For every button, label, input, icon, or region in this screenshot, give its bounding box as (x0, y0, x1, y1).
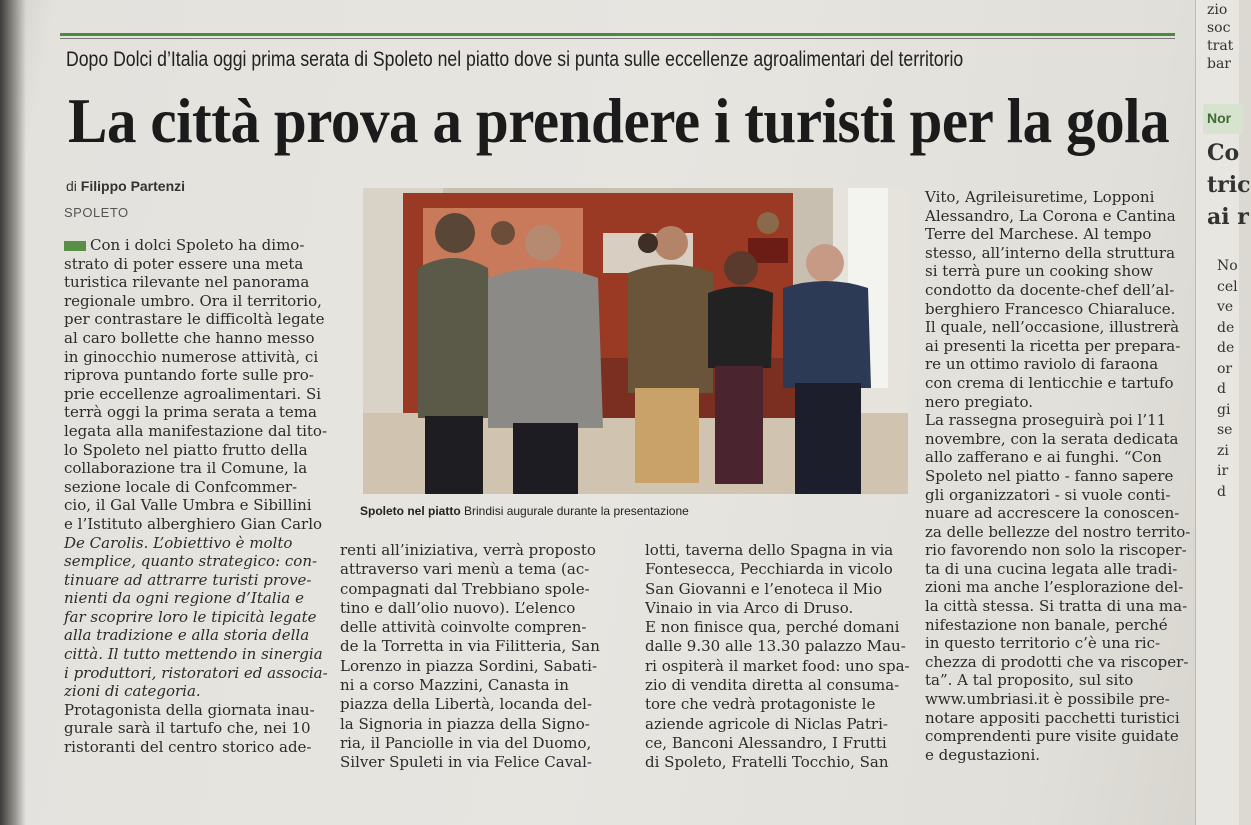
text-line: Terre del Marchese. Al tempo (925, 225, 1152, 244)
dateline-location: SPOLETO (64, 205, 129, 220)
text-line: aziende agricole di Niclas Patri- (645, 714, 888, 733)
text-line: gurale sarà il tartufo che, nei 10 (64, 719, 311, 738)
text-line: ni a corso Mazzini, Canasta in (340, 676, 569, 695)
text-line: novembre, con la serata dedicata (925, 429, 1179, 448)
text-line: alla tradizione e alla storia della (64, 626, 310, 645)
page-fold-shadow (0, 0, 26, 825)
adjacent-body-fragment: cel (1217, 278, 1238, 295)
text-line: La rassegna proseguirà poi l’11 (925, 411, 1167, 430)
text-line: ristoranti del centro storico ade- (64, 738, 312, 757)
text-line: e l’Istituto alberghiero Gian Carlo (64, 514, 323, 533)
text-line: de la Torretta in via Filitteria, San (340, 637, 600, 656)
text-line: notare appositi pacchetti turistici (925, 708, 1180, 727)
text-line: delle attività coinvolte compren- (340, 618, 587, 637)
text-line: Vito, Agrileisuretime, Lopponi (925, 188, 1155, 206)
text-line: regionale umbro. Ora il territorio, (64, 291, 322, 310)
text-line: nuare ad accrescere la conoscen- (925, 504, 1180, 523)
article-kicker: Dopo Dolci d’Italia oggi prima serata di Spoleto nel piatto dove si punta sulle eccellenze agroalimentari del territorio (66, 48, 964, 71)
text-line: zioni di categoria. (64, 682, 201, 701)
adjacent-body-fragment: gi (1217, 401, 1231, 418)
text-line: zioni ma anche l’esplorazione del- (925, 578, 1184, 597)
text-line: prie eccellenze agroalimentari. Si (64, 384, 322, 403)
text-line: condotto da docente-chef dell’al- (925, 280, 1175, 299)
text-line: rio favorendo non solo la riscoper- (925, 541, 1187, 560)
article-headline: La città prova a prendere i turisti per la gola (68, 85, 1170, 156)
text-line: turistica rilevante nel panorama (64, 273, 310, 292)
top-rule-thin (60, 38, 1175, 39)
text-line: berghiero Francesco Chiaraluce. (925, 299, 1176, 318)
text-line: ri ospiterà il market food: uno spa- (645, 656, 910, 675)
text-line: attraverso vari menù a tema (ac- (340, 560, 590, 579)
adjacent-headline-word: tric (1207, 172, 1251, 198)
column-1 (64, 236, 349, 757)
text-line: città. Il tutto mettendo in sinergia (64, 645, 323, 664)
text-line: per contrastare le difficoltà legate (64, 310, 325, 329)
text-line: in questo territorio c’è una ric- (925, 634, 1161, 653)
text-line: piazza della Libertà, locanda del- (340, 695, 593, 714)
text-line: gli organizzatori - si vuole conti- (925, 485, 1171, 504)
text-line: tore che vedrà protagoniste le (645, 695, 876, 714)
text-line: con crema di lenticchie e tartufo (925, 373, 1174, 392)
text-line: tino e dall’olio nuovo). L’elenco (340, 598, 576, 617)
text-line: di Spoleto, Fratelli Tocchio, San (645, 753, 889, 772)
caption-text: Brindisi augurale durante la presentazione (464, 504, 689, 518)
text-line: ta”. A tal proposito, sul sito (925, 671, 1134, 690)
text-line: Alessandro, La Corona e Cantina (925, 206, 1176, 225)
text-line: www.umbriasi.it è possibile pre- (925, 690, 1170, 709)
text-line: nero pregiato. (925, 392, 1034, 411)
text-line: riprova puntando forte sulle pro- (64, 366, 314, 385)
text-line: strato di poter essere una meta (64, 254, 304, 273)
text-line: Vinaio in via Arco di Druso. (645, 598, 854, 617)
text-line: Spoleto nel piatto - fanno sapere (925, 466, 1174, 485)
column-2 (340, 541, 635, 773)
adjacent-body-fragment: de (1217, 340, 1235, 356)
text-line: i produttori, ristoratori ed associa- (64, 663, 328, 682)
text-line: ce, Banconi Alessandro, I Frutti (645, 733, 887, 752)
text-line: in ginocchio numerose attività, ci (64, 347, 319, 366)
adjacent-headline-word: Co (1207, 140, 1240, 166)
text-line: Fontesecca, Pecchiarda in vicolo (645, 560, 893, 579)
text-line: collaborazione tra il Comune, la (64, 459, 308, 478)
top-rule (60, 33, 1175, 36)
text-line: si terrà pure un cooking show (925, 262, 1153, 281)
text-line: ai presenti la ricetta per prepara- (925, 336, 1181, 355)
text-line: Il quale, nell’occasione, illustrerà (925, 318, 1180, 337)
adjacent-body-fragment: de (1217, 319, 1235, 336)
text-line: Con i dolci Spoleto ha dimo- (64, 236, 349, 255)
text-line: la Signoria in piazza della Signo- (340, 714, 590, 733)
text-line: lotti, taverna dello Spagna in via (645, 541, 894, 559)
text-line: e degustazioni. (925, 745, 1041, 764)
text-line: za delle bellezze del nostro territo- (925, 522, 1191, 541)
text-line: Silver Spuleti in via Felice Caval- (340, 753, 592, 772)
adjacent-word: soc (1207, 20, 1231, 36)
text-line: chezza di prodotti che va riscoper- (925, 652, 1189, 671)
text-line: ta di una cucina legata alle tradi- (925, 559, 1178, 578)
adjacent-body-fragment: zi (1217, 442, 1229, 459)
adjacent-body-fragment: ir (1217, 463, 1229, 479)
adjacent-body-fragment: se (1217, 422, 1233, 438)
byline-author: Filippo Partenzi (80, 178, 186, 194)
adjacent-body-fragment: ve (1217, 299, 1234, 315)
text-line: far scoprire loro le tipicità legate (64, 607, 317, 626)
text-line: renti all’iniziativa, verrà proposto (340, 541, 596, 559)
adjacent-word: zio (1207, 2, 1228, 18)
adjacent-body-fragment: or (1217, 360, 1233, 377)
text-line: compagnati dal Trebbiano spole- (340, 579, 590, 598)
adjacent-body-fragment: d (1217, 483, 1226, 500)
text-line: E non finisce qua, perché domani (645, 618, 900, 637)
text-line: cio, il Gal Valle Umbra e Sibillini (64, 496, 312, 515)
text-line: De Carolis. L’obiettivo è molto (64, 533, 293, 552)
text-line: al caro bollette che hanno messo (64, 328, 315, 347)
article-photo (363, 188, 908, 494)
text-line: tinuare ad attrarre turisti prove- (64, 570, 312, 589)
byline-prefix: di (66, 178, 77, 194)
text-line: allo zafferano e ai funghi. “Con (925, 448, 1162, 467)
paragraph-marker (64, 241, 86, 251)
text-line: Lorenzo in piazza Sordini, Sabati- (340, 656, 598, 675)
text-line: lo Spoleto nel piatto frutto della (64, 440, 308, 459)
column-4 (925, 188, 1195, 764)
text-line: legata alla manifestazione dal tito- (64, 421, 328, 440)
text-line: terrà oggi la prima serata a tema (64, 403, 317, 422)
caption-title: Spoleto nel piatto (360, 504, 461, 518)
text-line: nifestazione non banale, perché (925, 615, 1168, 634)
text-line: la città stessa. Si tratta di una ma- (925, 597, 1188, 616)
adjacent-body-fragment: No (1217, 258, 1238, 274)
text-line: re un ottimo raviolo di faraona (925, 355, 1159, 374)
adjacent-section-label: Nor (1207, 110, 1232, 126)
text-line: San Giovanni e l’enoteca il Mio (645, 579, 883, 598)
column-3 (645, 541, 925, 773)
text-line: stesso, all’interno della struttura (925, 243, 1176, 262)
text-line: zio di vendita diretta al consuma- (645, 676, 900, 695)
adjacent-word: trat (1207, 38, 1234, 54)
text-line: comprendenti pure visite guidate (925, 727, 1179, 746)
text-line: Protagonista della giornata inau- (64, 700, 315, 719)
text-line: dalle 9.30 alle 13.30 palazzo Mau- (645, 637, 906, 656)
text-line: semplice, quanto strategico: con- (64, 552, 318, 571)
photo-illustration (363, 188, 908, 494)
byline (66, 178, 185, 194)
adjacent-body-fragment: d (1217, 381, 1226, 397)
text-line: nienti da ogni regione d’Italia e (64, 589, 304, 608)
photo-caption (360, 504, 689, 518)
text-line: ria, il Panciolle in via del Duomo, (340, 733, 592, 752)
adjacent-headline-word: ai r (1207, 204, 1249, 230)
text-line: sezione locale di Confcommer- (64, 477, 298, 496)
adjacent-word: bar (1207, 56, 1232, 72)
